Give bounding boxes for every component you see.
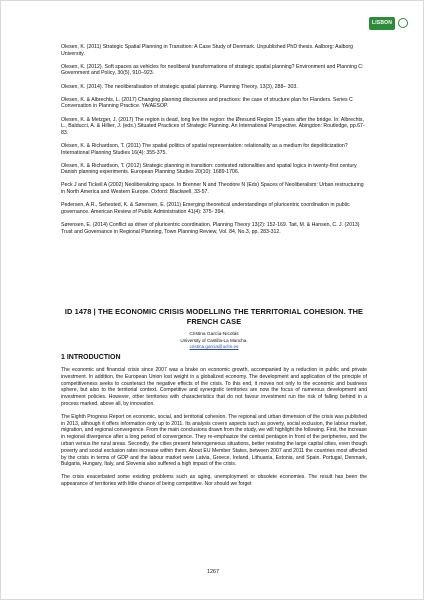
reference-item: Olesen, K. & Richardson, T. (2011) The spatial politics of spatial representation: relationality as a medium for depoliticization? International Planning Studies 16(4): 355-375.	[61, 142, 348, 156]
page-number: 1267	[207, 569, 219, 575]
reference-item: Peck J and Tickell A (2002) Neoliberalizing space. In Brenner N and Theodore N (Eds) Spaces of Neoliberalism: Urban restructuring in North America and Western Europe. Oxford: Blackwell, 33-57.	[61, 182, 364, 196]
reference-item: Olesen, K. (2011) Strategic Spatial Planning in Transition: A Case Study of Denmark. Unpublished PhD thesis. Aalborg: Aalborg University.	[61, 44, 354, 57]
logo-badge: LISBON	[369, 17, 395, 30]
body-paragraph: The economic and financial crisis since 2007 was a brake on economic growth, accompanied by a reduction in public and private investment. In addition, the European Union lost weight in a globalized economy. The development and application of the principle of competitiveness seeks to counteract the negative effects of the crisis. To this end, it moves not only to the economic and business sphere, but also to the territorial context. Competitive and synergistic territories are now the focus of numerous development and investment policies. However, other territories with characteristics that do not favour investment run the risk of falling behind in a process marked, above all, by innovation.	[61, 367, 367, 407]
author-name: Cristina García-Nicolás	[189, 332, 239, 337]
reference-item: Olesen, K. & Metzger, J. (2017) The region is dead, long live the region: the Øresund Region 15 years after the bridge. In: Albrechts, L., Balducci, A. & Hillier, J. (eds.) Situated Practices of Strategic Planning. An International Perspective. Abingdon: Routledge, pp.67-83.	[61, 116, 365, 136]
body-paragraph: The crisis exacerbated some existing problems such as aging, unemployment or obsolete economies. The result has been the appearance of territories with little chance of being competitive. Nor should we forget	[61, 474, 367, 487]
logo-mark-icon	[398, 18, 408, 28]
conference-logo	[369, 11, 409, 35]
paper-title: ID 1478 | THE ECONOMIC CRISIS MODELLING THE TERRITORIAL COHESION. THE FRENCH CASE	[64, 307, 364, 326]
introduction-section	[61, 354, 367, 494]
author-email-link[interactable]: cristina.garcia@uclm.es	[189, 344, 239, 349]
references-list	[61, 44, 367, 242]
reference-item: Olesen, K. (2014). The neoliberalisation of strategic spatial planning. Planning Theory, 13(3), 288– 303.	[61, 83, 298, 90]
reference-item: Sørensen, E. (2014) Conflict as driver of pluricentric coordination. Planning Theory 13(2): 152-169. Tait, M. & Hansen, C. J. (2013) Trust and Governance in Regional Planning, Town Planning Review, Vol. 84, No.3, pp. 283-312.	[61, 222, 360, 235]
body-paragraph: The Eighth Progress Report on economic, social, and territorial cohesion. The regional and urban dimension of the crisis was published in 2013, although it offers information only up to 2011. Its analysis covers aspects such as poverty, social exclusion, the labour market, migration, and regional convergence. From the main conclusions drawn from the study, we will highlight the following. First, the increase in regional divergence after a long period of convergence. They re-emphasize the central pentagon in front of the peripheries, and the urban versus the rural areas. Secondly, the cities present heterogeneous situations, better resisting the large capital cities, even though poverty and social exclusion rates increase within them. About EU Member States, between 2007 and 2011 the countries most affected by the crisis in terms of GDP and the labour market were Latvia, Greece, Ireland, Lithuania, Estonia, and Spain. Portugal, Denmark, Bulgaria, Hungary, Italy, and Slovenia also suffered a high impact of the crisis.	[61, 413, 367, 468]
paper-header	[61, 307, 367, 350]
section-heading: 1 INTRODUCTION	[61, 354, 121, 361]
reference-item: Olesen, K. (2012). Soft spaces as vehicles for neoliberal transformations of strategic spatial planning? Environment and Planning C: Government and Policy, 30(5), 910–923.	[61, 63, 364, 77]
reference-item: Olesen, K. & Richardson, T. (2012) Strategic planning in transition: contested rationalities and spatial logics in twenty-first century Danish planning experiments. European Planning Studies 20(10): 1689-1706.	[61, 162, 357, 176]
reference-item: Pedersen, A.R., Sehested, K. & Sørensen, E. (2011) Emerging theoretical understandings of pluricentric coordination in public governance. American Review of Public Administration 41(4): 375- 394.	[61, 202, 350, 215]
author-affiliation: University of Castilla-La Mancha.	[180, 338, 248, 343]
reference-item: Olesen, K. & Albrechts, L. (2017) Changing planning discourses and practices: the case of structure plan for Flanders. Series C Conversation in Planning Practice. YA/AESOP.	[61, 96, 353, 110]
